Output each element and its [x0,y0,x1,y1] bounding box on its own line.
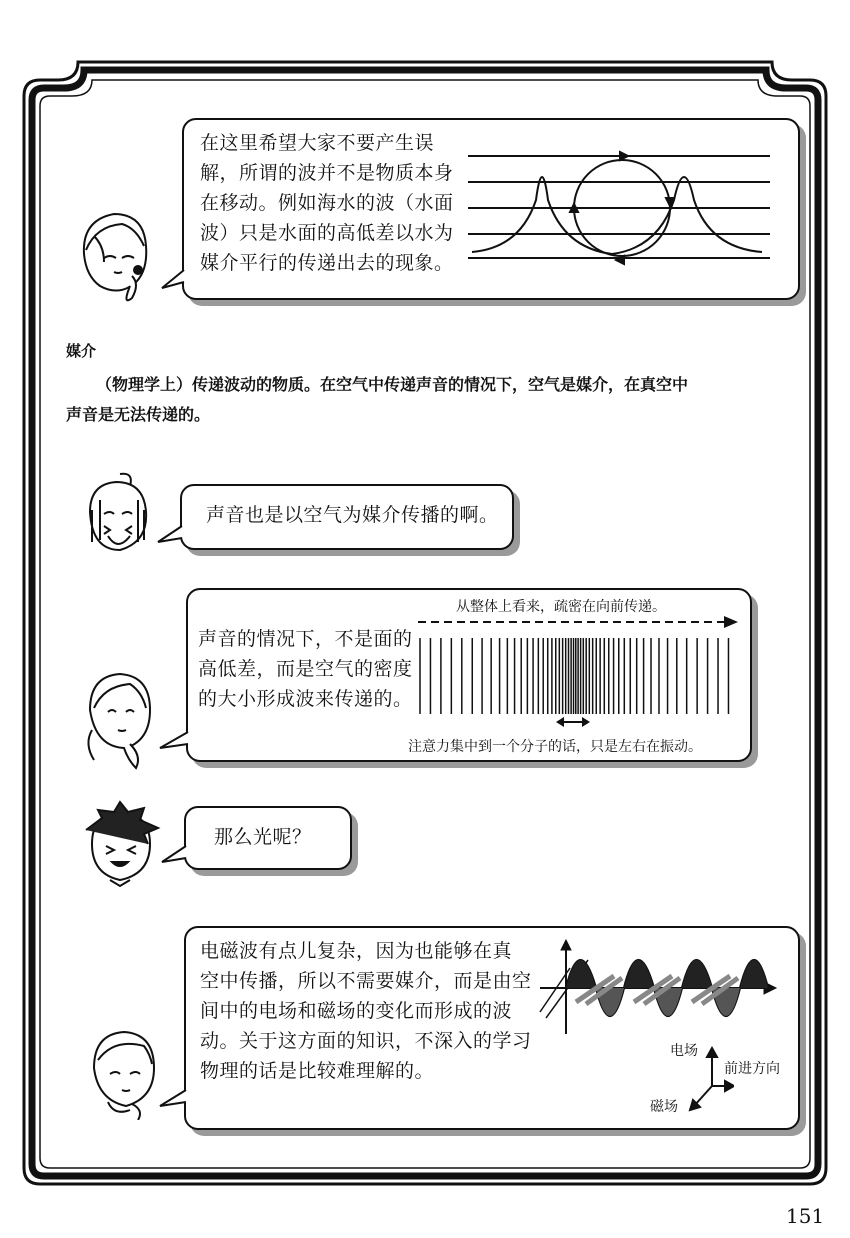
sound-air-text: 声音也是以空气为媒介传播的啊。 [206,504,499,526]
definition-line: （物理学上）传递波动的物质。在空气中传递声音的情况下，空气是媒介，在真空中 [96,375,689,394]
density-lines [420,638,728,714]
definition-line: 声音是无法传递的。 [66,405,211,424]
density-text [198,624,418,714]
water-wave-diagram [462,140,774,270]
bubble-tail [158,1088,188,1110]
text-line: 的大小形成波来传递的。 [198,688,413,710]
text-line: 声音的情况下，不是面的 [198,628,413,650]
text-line: 解，所谓的波并不是物质本身 [200,162,454,184]
text-line: 电磁波有点儿复杂，因为也能够在真 [200,940,513,962]
bubble-tail [160,844,188,866]
definition-text [66,370,786,430]
magnetic-field-label: 磁场 [650,1099,678,1115]
electromagnetic-text [200,936,540,1086]
definition-term: 媒介 [66,342,97,360]
text-line: 动。关于这方面的知识，不深入的学习 [200,1030,532,1052]
girl-character-4 [84,1024,164,1120]
text-line: 波）只是水面的高低差以水为 [200,222,454,244]
density-top-note: 从整体上看来，疏密在向前传递。 [456,599,666,615]
text-line: 在移动。例如海水的波（水面 [200,192,454,214]
text-line: 媒介平行的传递出去的现象。 [200,252,454,274]
page-number: 151 [786,1204,825,1228]
boy-character [78,800,164,888]
density-bottom-note: 注意力集中到一个分子的话，只是左右在振动。 [408,739,702,755]
text-line: 物理的话是比较难理解的。 [200,1060,435,1082]
girl-character-3 [80,664,160,772]
text-line: 高低差，而是空气的密度 [198,658,413,680]
electric-field-label: 电场 [670,1043,698,1059]
bubble-tail [156,524,184,546]
light-question-text: 那么光呢？ [214,826,312,848]
girl-character-2 [80,470,154,560]
bubble-tail [160,268,186,292]
longitudinal-wave-diagram [414,612,740,734]
water-wave-text [200,128,470,278]
bubble-tail [158,730,190,752]
forward-direction-label: 前进方向 [724,1061,780,1077]
text-line: 空中传播，所以不需要媒介，而是由空 [200,970,532,992]
text-line: 间中的电场和磁场的变化而形成的波 [200,1000,513,1022]
text-line: 在这里希望大家不要产生误 [200,132,435,154]
girl-character-1 [74,206,160,306]
electromagnetic-wave-diagram [536,938,780,1042]
